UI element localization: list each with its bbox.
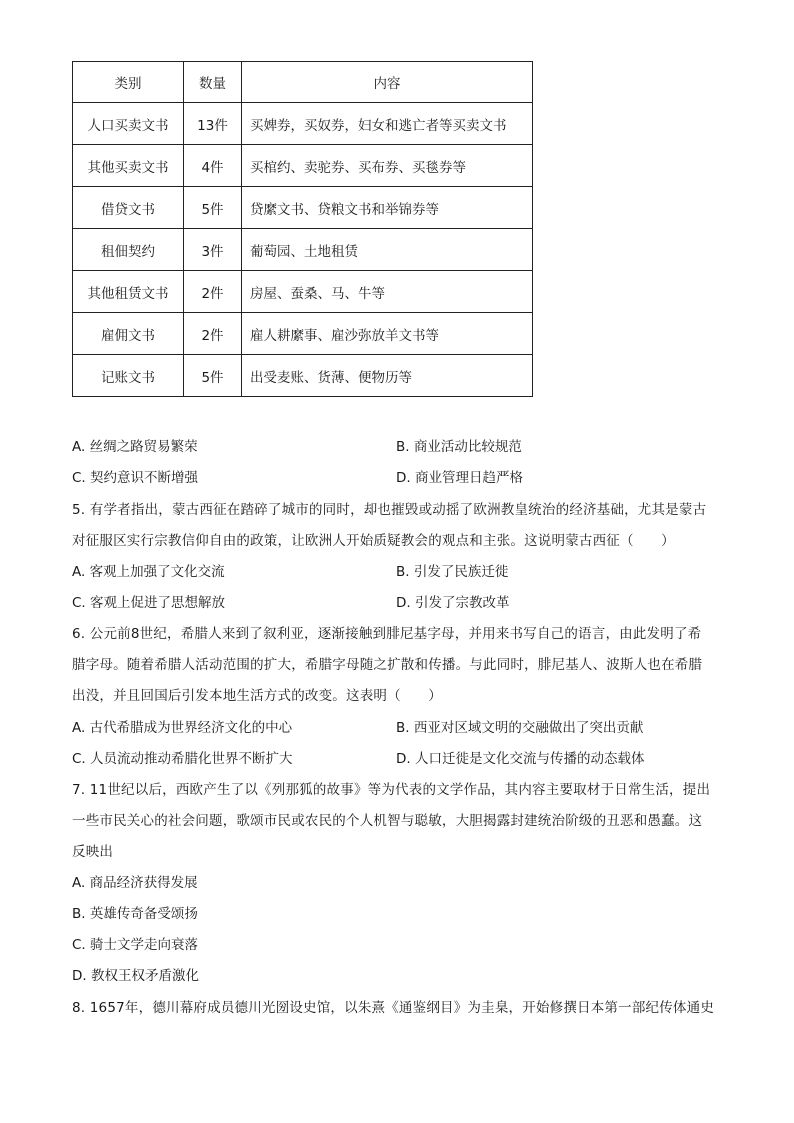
q5-stem-line1: 5. 有学者指出，蒙古西征在踏碎了城市的同时，却也摧毁或动摇了欧洲教皇统治的经济基础，尤其是蒙古: [72, 502, 707, 518]
q7-stem-line3: 反映出: [72, 844, 114, 860]
q6-stem-line1: 6. 公元前8世纪，希腊人来到了叙利亚，逐渐接触到腓尼基字母，并用来书写自己的语言，由此发明了希: [72, 626, 702, 642]
q4-option-a: A. 丝绸之路贸易繁荣: [72, 439, 198, 455]
q4-option-d: D. 商业管理日趋严格: [396, 470, 523, 486]
cell-category: 借贷文书: [73, 187, 184, 229]
q6-option-a: A. 古代希腊成为世界经济文化的中心: [72, 720, 293, 736]
q5-option-d: D. 引发了宗教改革: [396, 595, 510, 611]
cell-category: 其他买卖文书: [73, 145, 184, 187]
q6-option-c: C. 人员流动推动希腊化世界不断扩大: [72, 751, 293, 767]
cell-quantity: 4件: [184, 145, 242, 187]
table-row: [73, 187, 533, 229]
q8-stem-line1: 8. 1657年，德川幕府成员德川光圀设史馆，以朱熹《通鉴纲目》为圭臬，开始修撰日本第一部纪传体通史: [72, 1000, 715, 1016]
q6-stem-line2: 腊字母。随着希腊人活动范围的扩大，希腊字母随之扩散和传播。与此同时，腓尼基人、波斯人也在希腊: [72, 657, 703, 673]
cell-content: 葡萄园、土地租赁: [242, 229, 533, 271]
q7-option-d: D. 教权王权矛盾激化: [72, 968, 199, 984]
q4-option-b: B. 商业活动比较规范: [396, 439, 522, 455]
cell-content: 贷縻文书、贷粮文书和举锦券等: [242, 187, 533, 229]
q6-stem-line3: 出没，并且回国后引发本地生活方式的改变。这表明（ ）: [72, 688, 442, 704]
table-row: [73, 103, 533, 145]
cell-quantity: 2件: [184, 271, 242, 313]
header-category: 类别: [73, 62, 184, 103]
cell-content: 雇人耕縻事、雇沙弥放羊文书等: [242, 313, 533, 355]
table-row: [73, 355, 533, 397]
cell-content: 房屋、蚕桑、马、牛等: [242, 271, 533, 313]
cell-category: 其他租赁文书: [73, 271, 184, 313]
q6-option-d: D. 人口迁徙是文化交流与传播的动态载体: [396, 751, 645, 767]
q5-option-a: A. 客观上加强了文化交流: [72, 564, 225, 580]
cell-quantity: 3件: [184, 229, 242, 271]
header-content: 内容: [242, 62, 533, 103]
q5-stem-line2: 对征服区实行宗教信仰自由的政策，让欧洲人开始质疑教会的观点和主张。这说明蒙古西征（ ）: [72, 533, 675, 549]
q7-option-a: A. 商品经济获得发展: [72, 875, 198, 891]
q4-option-c: C. 契约意识不断增强: [72, 470, 199, 486]
cell-category: 人口买卖文书: [73, 103, 184, 145]
header-quantity: 数量: [184, 62, 242, 103]
cell-content: 买婢券，买奴券，妇女和逃亡者等买卖文书: [242, 103, 533, 145]
cell-quantity: 5件: [184, 355, 242, 397]
table-row: [73, 313, 533, 355]
cell-content: 出受麦账、货薄、便物历等: [242, 355, 533, 397]
cell-quantity: 13件: [184, 103, 242, 145]
q7-option-c: C. 骑士文学走向衰落: [72, 937, 199, 953]
cell-category: 记账文书: [73, 355, 184, 397]
q6-option-b: B. 西亚对区域文明的交融做出了突出贡献: [396, 720, 644, 736]
q7-option-b: B. 英雄传奇备受颂扬: [72, 906, 198, 922]
q7-stem-line2: 一些市民关心的社会问题，歌颂市民或农民的个人机智与聪敏，大胆揭露封建统治阶级的丑恶和愚蠢。这: [72, 813, 703, 829]
cell-category: 租佃契约: [73, 229, 184, 271]
table-row: [73, 145, 533, 187]
cell-quantity: 2件: [184, 313, 242, 355]
cell-content: 买棺约、卖驼券、买布券、买毯券等: [242, 145, 533, 187]
q7-stem-line1: 7. 11世纪以后，西欧产生了以《列那狐的故事》等为代表的文学作品，其内容主要取材于日常生活，提出: [72, 782, 711, 798]
cell-quantity: 5件: [184, 187, 242, 229]
cell-category: 雇佣文书: [73, 313, 184, 355]
table-row: [73, 229, 533, 271]
q5-option-b: B. 引发了民族迁徙: [396, 564, 509, 580]
table-row: [73, 271, 533, 313]
table-header-row: [73, 62, 533, 103]
contract-documents-table: [72, 61, 533, 397]
q5-option-c: C. 客观上促进了思想解放: [72, 595, 226, 611]
